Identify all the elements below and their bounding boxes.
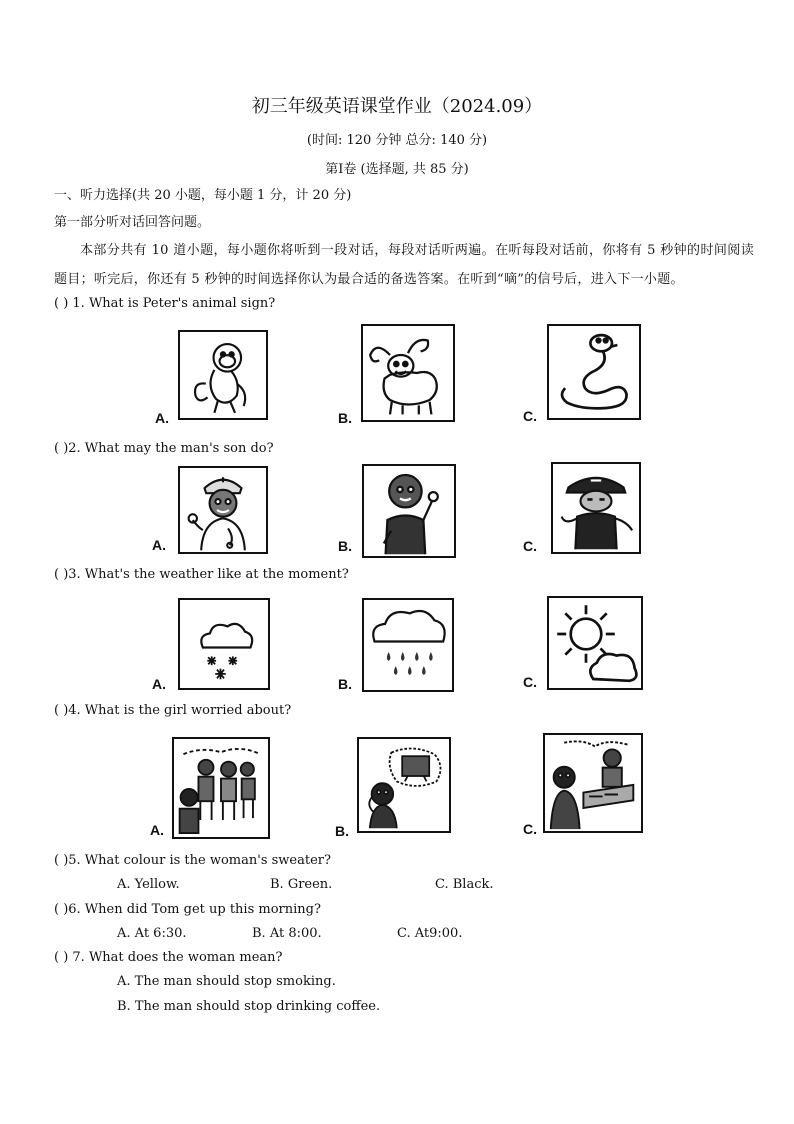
q1-option-c-label: C. [523,408,537,424]
q3-option-c-picture [547,596,643,690]
q2-option-c-label: C. [523,538,537,554]
section-heading: 一、听力选择(共 20 小题，每小题 1 分，计 20 分) [54,188,352,203]
q2-option-b-label: B. [338,538,352,554]
q1-option-c-picture [547,324,641,420]
q4-option-c-label: C. [523,821,537,837]
friends-icon [174,739,268,837]
q2-option-c-picture [551,462,641,554]
q3-option-b-label: B. [338,676,352,692]
q6-option-c: C. At9:00. [397,926,463,941]
q4-option-c-picture [543,733,643,833]
policeman-icon [553,464,639,552]
tv-icon [359,739,449,831]
q4-option-b-picture [357,737,451,833]
q1-option-b-picture [361,324,455,422]
part-heading: 第一部分听对话回答问题。 [54,215,211,230]
question-3-stem: ( )3. What's the weather like at the moment? [54,567,349,582]
q5-option-c: C. Black. [435,877,494,892]
snake-icon [549,326,639,418]
question-1-stem: ( ) 1. What is Peter's animal sign? [54,296,276,311]
q1-option-a-label: A. [155,410,169,426]
q2-option-a-label: A. [152,537,166,553]
goat-icon [363,326,453,420]
q4-option-a-label: A. [150,822,164,838]
q4-option-b-label: B. [335,823,349,839]
q4-option-a-picture [172,737,270,839]
q1-option-b-label: B. [338,410,352,426]
q7-option-a: A. The man should stop smoking. [117,974,336,989]
q6-option-a: A. At 6:30. [117,926,187,941]
question-5-stem: ( )5. What colour is the woman's sweater? [54,853,331,868]
question-7-stem: ( ) 7. What does the woman mean? [54,950,283,965]
study-icon [545,735,641,831]
q3-option-a-picture [178,598,270,690]
question-6-stem: ( )6. When did Tom get up this morning? [54,902,321,917]
snow-icon [180,600,268,688]
sun-cloud-icon [549,598,641,688]
instructions: 本部分共有 10 道小题，每小题你将听到一段对话，每段对话听两遍。在听每段对话前，你将有 5 秒钟的时间阅读题目；听完后，你还有 5 秒钟的时间选择你认为最合适的备选答案。在听到“嘀”的信号后，进入下一小题。 [54,243,754,287]
q1-option-a-picture [178,330,268,420]
q3-option-c-label: C. [523,674,537,690]
q6-option-b: B. At 8:00. [252,926,322,941]
question-2-stem: ( )2. What may the man's son do? [54,441,274,456]
worker-icon [364,466,454,556]
q7-option-b: B. The man should stop drinking coffee. [117,999,381,1014]
q2-option-b-picture [362,464,456,558]
question-4-stem: ( )4. What is the girl worried about? [54,703,292,718]
volume-heading: 第Ⅰ卷 (选择题, 共 85 分) [325,162,469,177]
doctor-icon [180,468,266,552]
monkey-icon [180,332,266,418]
rain-icon [364,600,452,690]
q3-option-a-label: A. [152,676,166,692]
page-title: 初三年级英语课堂作业（2024.09） [251,96,543,117]
q3-option-b-picture [362,598,454,692]
q5-option-b: B. Green. [270,877,333,892]
exam-time-score: (时间: 120 分钟 总分: 140 分) [306,133,488,148]
q2-option-a-picture [178,466,268,554]
q5-option-a: A. Yellow. [117,877,180,892]
